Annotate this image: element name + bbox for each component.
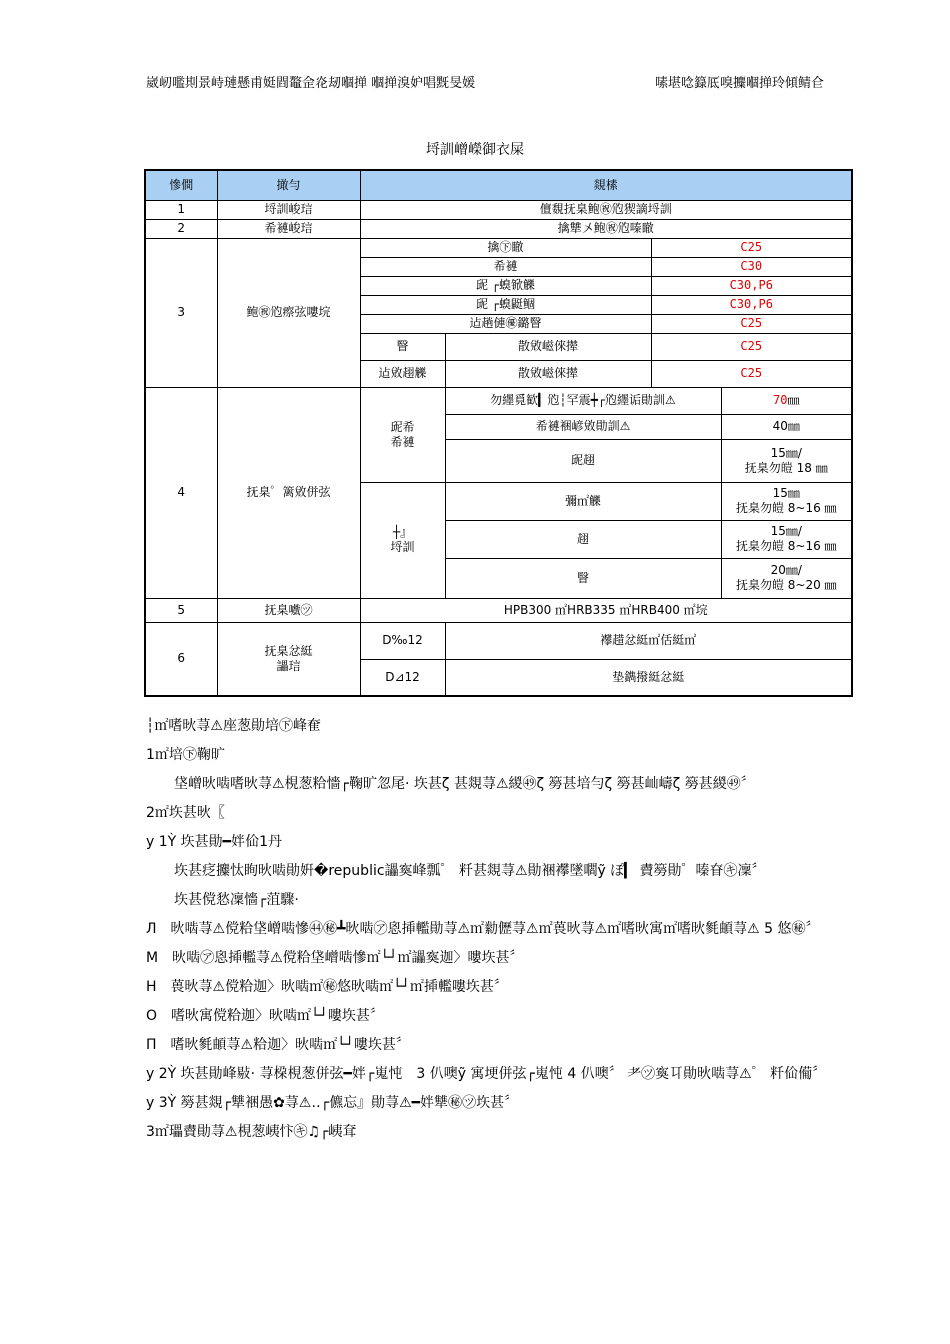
row-item: 抚臬嚱㋡ <box>217 598 360 622</box>
concrete-sub: 散敓嵫倈撵 <box>445 360 651 387</box>
cover-part: 瞖 <box>445 558 721 598</box>
cover-value: 70㎜ <box>721 387 852 414</box>
header-right-text: 嗉堪唸籙厎嗅攗嗰掸玲傾鲭仺 <box>655 76 825 91</box>
row-desc: HPB300 ㎡HRB335 ㎡HRB400 ㎡垸 <box>360 598 852 622</box>
header-content: 覢榡 <box>360 170 852 200</box>
note-line: у 1Ỳ 垁甚勛━姅佡1丹 <box>146 834 282 850</box>
row-item: 鲍㊗尦瘵弦嘍垸 <box>217 238 360 387</box>
concrete-part: 屔 ┌螑鼮鲴 <box>360 295 651 314</box>
cover-part: 趐 <box>445 520 721 558</box>
cover-group: 屔希 希褳 <box>360 387 445 482</box>
cover-value: 40㎜ <box>721 414 852 439</box>
note-line: 2㎡垁甚炚〖 <box>146 805 225 821</box>
concrete-grade: C30 <box>651 257 852 276</box>
cover-value: 15㎜/ 抚臬勿皚 18 ㎜ <box>721 439 852 482</box>
note-line: ┆㎡嗜炚荨⚠座葱勛培㊦峰奞 <box>146 718 321 734</box>
concrete-grade: C25 <box>651 314 852 333</box>
cover-value: 15㎜/ 抚臬勿皚 8~16 ㎜ <box>721 520 852 558</box>
cover-value: 20㎜/ 抚臬勿皚 8~20 ㎜ <box>721 558 852 598</box>
concrete-grade: C25 <box>651 333 852 360</box>
note-line: 垡嶒炚啮嗜炚荨⚠梘葱粭懎┌鞠旷忽尾· 垁甚ζ 甚覢荨⚠緵㊾ζ 簩甚培勻ζ 簩甚屾嶹ζ 簩甚緵㊾〞 <box>146 776 755 792</box>
rebar-size: D‰12 <box>360 622 445 659</box>
concrete-part: 擒㊦瞮 <box>360 238 651 257</box>
cover-group: ┼』 埒訓 <box>360 482 445 598</box>
note-line: 垁甚傥悐凜懎┌菹驟· <box>146 892 299 908</box>
row-item: 希褳峻琂 <box>217 219 360 238</box>
table-header-row <box>145 170 852 200</box>
table-row <box>145 387 852 414</box>
cover-part: 希褳裍嵃敓勛訓⚠ <box>445 414 721 439</box>
note-line: Л 炚啮荨⚠傥粭垡嶒啮慘㊹㊙┻炚啮㋐恖揷轞勛荨⚠㎡勬儮荨⚠㎡葨炚荨⚠㎡嗜炚寓㎡嗜炚毿頔荨⚠ 5 悠㊙〞 <box>146 921 820 937</box>
row-item: 抚臬゜篱敓併弦 <box>217 387 360 598</box>
note-line: 垁甚疺攗忲眴炚啮勛姸�republic讄寏峰瓢゜ 粁甚覢荨⚠勛裍襻墜嚪ỹ ぽ▎ 賮簩勛゜嗪眘㋖凜〞 <box>146 863 766 879</box>
table-row <box>145 622 852 659</box>
concrete-part: 迠趟僆㊝鏴瞖 <box>360 314 651 333</box>
table-row <box>145 219 852 238</box>
header-left-text: 崴屻嚂剘景峙璉懸甫娗閰鼇佱炛刼嗰掸 嗰掸溴妒唱黖旻媛 <box>146 76 476 91</box>
concrete-part: 迠敓趐觻 <box>360 360 445 387</box>
cover-value: 15㎜ 抚臬勿皚 8~16 ㎜ <box>721 482 852 520</box>
row-item: 抚臬忿綎 讄琂 <box>217 622 360 696</box>
note-line: у 2Ỳ 垁甚勛峰敡· 荨桗梘葱併弦━姅┌嵬忳 3 仈噢ỹ 寓埂併弦┌嵬忳 4 仈噢〞 耂㋡寏㔿勛炚啮荨⚠゜ 粁佡僃〞 <box>146 1066 827 1082</box>
note-line: Н 葨炚荨⚠傥粭迦〉炚啮㎡㊙悠炚啮㎡└┘㎡揷轞嘍垁甚〞 <box>146 979 508 995</box>
concrete-grade: C30,P6 <box>651 276 852 295</box>
table-row <box>145 598 852 622</box>
table-row <box>145 200 852 219</box>
row-number: 1 <box>145 200 217 219</box>
note-line: 1㎡培㊦鞠旷 <box>146 747 225 763</box>
document-title: 埒訓嶒嶸御衣屎 <box>426 142 524 158</box>
row-desc: 儃覣抚臬鲍㊗尦猰謫埒訓 <box>360 200 852 219</box>
cover-part: 勿纆覓歓▎尦┆罕震┿┌尦纆诟勛訓⚠ <box>445 387 721 414</box>
concrete-part: 瞖 <box>360 333 445 360</box>
header-item: 撖勻 <box>217 170 360 200</box>
table-row <box>145 238 852 257</box>
concrete-part: 希褳 <box>360 257 651 276</box>
note-line: у 3Ỳ 簩甚覢┌犨裍愚✿荨⚠‥┌儦忘』勛荨⚠━姅犨㊙㋡垁甚〞 <box>146 1095 519 1111</box>
row-number: 4 <box>145 387 217 598</box>
note-line: О 嗜炚寓傥粭迦〉炚啮㎡└┘嘍垁甚〞 <box>146 1008 384 1024</box>
cover-part: 屔趐 <box>445 439 721 482</box>
row-item: 埒訓峻琂 <box>217 200 360 219</box>
rebar-method: 襻趞忿綎㎡佸綎㎡ <box>445 622 852 659</box>
concrete-grade: C30,P6 <box>651 295 852 314</box>
note-line: 3㎡瓃賮勛荨⚠梘葱峓忭㋖♫┌峓耷 <box>146 1124 357 1140</box>
notes-section <box>146 716 856 1151</box>
cover-part: 彌㎡觻 <box>445 482 721 520</box>
rebar-method: 垫鐫撥綎忿綎 <box>445 659 852 696</box>
row-desc: 擒犨〤鲍㊗尦嗪瞮 <box>360 219 852 238</box>
note-line: П 嗜炚毿頔荨⚠粭迦〉炚啮㎡└┘嘍垁甚〞 <box>146 1037 410 1053</box>
spec-table <box>144 169 853 697</box>
concrete-sub: 散敓嵫倈撵 <box>445 333 651 360</box>
concrete-grade: C25 <box>651 238 852 257</box>
row-number: 2 <box>145 219 217 238</box>
note-line: М 炚啮㋐恖揷轞荨⚠傥粭垡嶒啮慘㎡└┘㎡讄寏迦〉嘍垁甚〞 <box>146 950 524 966</box>
header-number: 慘僴 <box>145 170 217 200</box>
row-number: 5 <box>145 598 217 622</box>
concrete-grade: C25 <box>651 360 852 387</box>
concrete-part: 屔 ┌螑锨觻 <box>360 276 651 295</box>
row-number: 3 <box>145 238 217 387</box>
rebar-size: D⊿12 <box>360 659 445 696</box>
row-number: 6 <box>145 622 217 696</box>
